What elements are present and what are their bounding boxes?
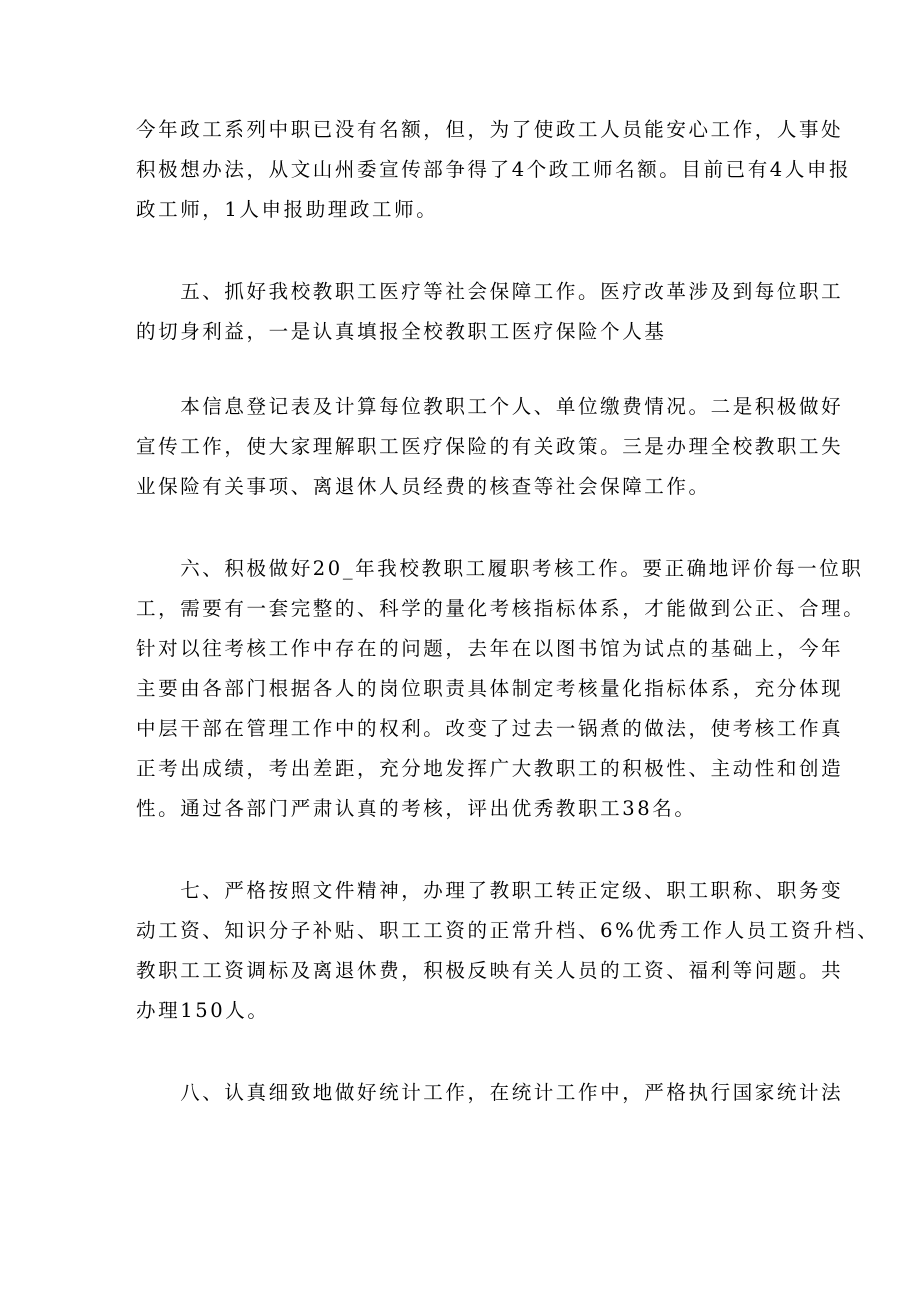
paragraph-line: 本信息登记表及计算每位教职工个人、单位缴费情况。二是积极做好 — [136, 395, 844, 418]
paragraph-line: 针对以往考核工作中存在的问题，去年在以图书馆为试点的基础上，今年 — [136, 637, 844, 660]
paragraph-section-eight — [136, 1073, 844, 1113]
paragraph-section-five — [136, 272, 844, 352]
paragraph-section-seven — [136, 871, 880, 1031]
paragraph-line: 五、抓好我校教职工医疗等社会保障工作。医疗改革涉及到每位职工 — [136, 280, 844, 303]
paragraph-personnel-quota — [136, 110, 852, 230]
paragraph-section-six — [136, 549, 866, 829]
paragraph-line: 宣传工作，使大家理解职工医疗保险的有关政策。三是办理全校教职工失 — [136, 435, 844, 458]
paragraph-insurance-details — [136, 387, 844, 507]
paragraph-line: 六、积极做好20_年我校教职工履职考核工作。要正确地评价每一位职 — [136, 557, 864, 580]
paragraph-line: 主要由各部门根据各人的岗位职责具体制定考核量化指标体系，充分体现 — [136, 677, 844, 700]
paragraph-line: 动工资、知识分子补贴、职工工资的正常升档、6%优秀工作人员工资升档、 — [136, 919, 880, 942]
paragraph-line: 积极想办法，从文山州委宣传部争得了4个政工师名额。目前已有4人申报 — [136, 158, 852, 181]
paragraph-line: 办理150人。 — [136, 999, 270, 1022]
paragraph-line: 七、严格按照文件精神，办理了教职工转正定级、职工职称、职务变 — [136, 879, 844, 902]
paragraph-line: 今年政工系列中职已没有名额，但，为了使政工人员能安心工作，人事处 — [136, 118, 844, 141]
paragraph-line: 性。通过各部门严肃认真的考核，评出优秀教职工38名。 — [136, 797, 697, 820]
paragraph-line: 工，需要有一套完整的、科学的量化考核指标体系，才能做到公正、合理。 — [136, 597, 866, 620]
paragraph-line: 政工师，1人申报助理政工师。 — [136, 198, 439, 221]
paragraph-line: 业保险有关事项、离退休人员经费的核查等社会保障工作。 — [136, 475, 711, 498]
paragraph-line: 正考出成绩，考出差距，充分地发挥广大教职工的积极性、主动性和创造 — [136, 757, 844, 780]
paragraph-line: 八、认真细致地做好统计工作，在统计工作中，严格执行国家统计法 — [136, 1081, 844, 1104]
paragraph-line: 中层干部在管理工作中的权利。改变了过去一锅煮的做法，使考核工作真 — [136, 717, 844, 740]
paragraph-line: 教职工工资调标及离退休费，积极反映有关人员的工资、福利等问题。共 — [136, 959, 844, 982]
paragraph-line: 的切身利益，一是认真填报全校教职工医疗保险个人基 — [136, 320, 667, 343]
